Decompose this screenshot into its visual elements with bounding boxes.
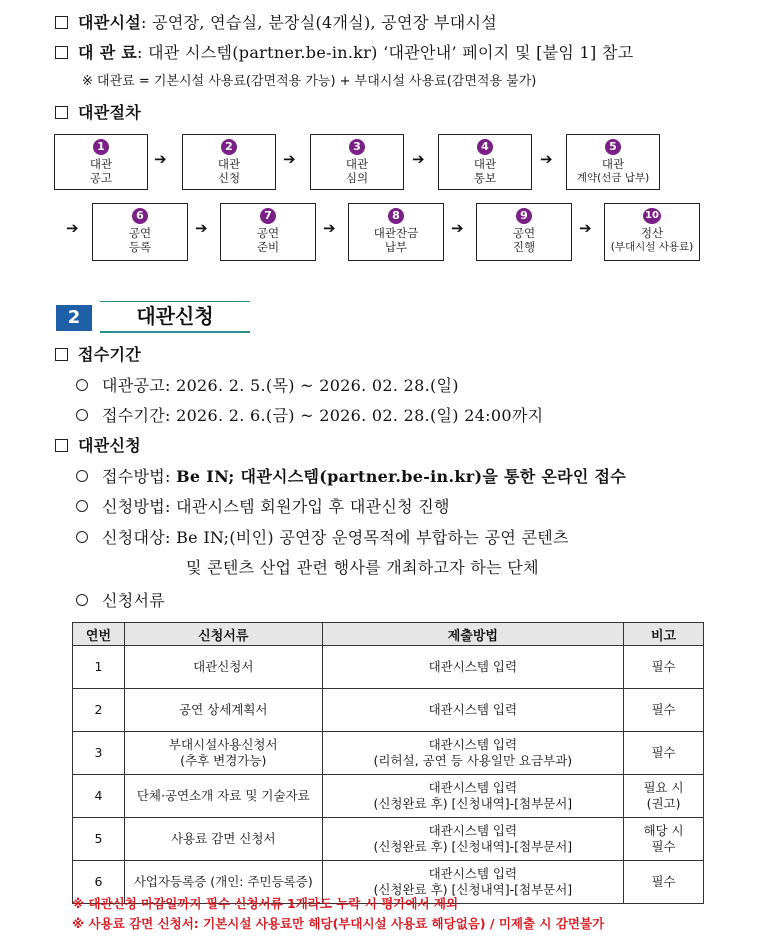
- row-method: 대관시스템 입력 (리허설, 공연 등 사용일만 요금부과): [322, 732, 623, 775]
- table-row: [73, 646, 704, 689]
- row-note: 필수: [624, 861, 704, 904]
- square-bullet-icon: [55, 439, 68, 452]
- period-receipt: [76, 403, 543, 426]
- row-method: 대관시스템 입력 (신청완료 후) [신청내역]-[첨부문서]: [322, 775, 623, 818]
- application-docs: [76, 588, 165, 611]
- fee-line: [55, 40, 633, 63]
- step-number-icon: 3: [349, 139, 365, 155]
- period-line: [55, 342, 141, 365]
- period-receipt-text: 접수기간: 2026. 2. 6.(금) ~ 2026. 02. 28.(일) 24:00까지: [102, 406, 544, 425]
- row-document: 사업자등록증 (개인: 주민등록증): [124, 861, 322, 904]
- fee-note: ※ 대관료 = 기본시설 사용료(감면적용 가능) + 부대시설 사용료(감면적용 불가): [82, 74, 537, 89]
- step-label: 납부: [384, 240, 408, 254]
- column-header: 연번: [73, 623, 125, 646]
- how-text: 신청방법: 대관시스템 회원가입 후 대관신청 진행: [102, 497, 450, 516]
- row-number: 6: [73, 861, 125, 904]
- step-label: 대관: [473, 157, 497, 171]
- row-note: 필수: [624, 689, 704, 732]
- facility-line: [55, 10, 497, 33]
- step-label: 대관: [601, 157, 625, 171]
- facility-text: : 공연장, 연습실, 분장실(4개실), 공연장 부대시설: [141, 13, 497, 32]
- row-note: 필수: [624, 646, 704, 689]
- documents-table: [72, 622, 704, 904]
- step-number-icon: 1: [93, 139, 109, 155]
- step-number-icon: 5: [605, 139, 621, 155]
- step-number-icon: 6: [132, 208, 148, 224]
- step-box: [476, 203, 572, 261]
- square-bullet-icon: [55, 16, 68, 29]
- row-number: 5: [73, 818, 125, 861]
- step-box: [54, 134, 148, 190]
- step-label: 정산: [640, 226, 664, 240]
- step-label: (부대시설 사용료): [610, 241, 694, 253]
- circle-bullet-icon: [76, 594, 88, 606]
- period-notice-text: 대관공고: 2026. 2. 5.(목) ~ 2026. 02. 28.(일): [102, 376, 459, 395]
- row-number: 4: [73, 775, 125, 818]
- step-label: 대관: [217, 157, 241, 171]
- row-document: 사용료 감면 신청서: [124, 818, 322, 861]
- arrow-right-icon: ➔: [412, 150, 425, 168]
- step-label: 통보: [473, 171, 497, 185]
- column-header: 비고: [624, 623, 704, 646]
- step-label: 대관: [345, 157, 369, 171]
- step-label: 대관잔금: [373, 226, 419, 240]
- application-target: [76, 525, 569, 548]
- method-label: 접수방법:: [102, 467, 177, 486]
- row-document: 대관신청서: [124, 646, 322, 689]
- arrow-right-icon: ➔: [154, 150, 167, 168]
- row-document: 부대시설사용신청서 (추후 변경가능): [124, 732, 322, 775]
- table-row: [73, 775, 704, 818]
- step-number-icon: 7: [260, 208, 276, 224]
- arrow-right-icon: ➔: [195, 219, 208, 237]
- arrow-right-icon: ➔: [66, 219, 79, 237]
- step-number-icon: 10: [643, 208, 661, 224]
- step-label: 계약(선금 납부): [576, 172, 650, 184]
- arrow-right-icon: ➔: [451, 219, 464, 237]
- step-label: 공고: [89, 171, 113, 185]
- step-label: 공연: [128, 226, 152, 240]
- row-method: 대관시스템 입력 (신청완료 후) [신청내역]-[첨부문서]: [322, 818, 623, 861]
- step-box: [220, 203, 316, 261]
- step-label: 심의: [345, 171, 369, 185]
- square-bullet-icon: [55, 348, 68, 361]
- circle-bullet-icon: [76, 500, 88, 512]
- step-label: 공연: [256, 226, 280, 240]
- column-header: 제출방법: [322, 623, 623, 646]
- circle-bullet-icon: [76, 470, 88, 482]
- facility-label: 대관시설: [78, 13, 142, 32]
- row-note: 필요 시 (권고): [624, 775, 704, 818]
- circle-bullet-icon: [76, 409, 88, 421]
- arrow-right-icon: ➔: [323, 219, 336, 237]
- row-note: 해당 시 필수: [624, 818, 704, 861]
- row-number: 3: [73, 732, 125, 775]
- step-box: [348, 203, 444, 261]
- row-document: 공연 상세계획서: [124, 689, 322, 732]
- row-note: 필수: [624, 732, 704, 775]
- period-label: 접수기간: [78, 345, 142, 364]
- method-text: Be IN; 대관시스템(partner.be-in.kr)을 통한 온라인 접수: [176, 467, 627, 486]
- procedure-label: 대관절차: [78, 103, 142, 122]
- fee-label: 대 관 료: [78, 43, 138, 62]
- table-row: [73, 689, 704, 732]
- table-header-row: [73, 623, 704, 646]
- step-box: [92, 203, 188, 261]
- step-label: 준비: [256, 240, 280, 254]
- square-bullet-icon: [55, 106, 68, 119]
- step-box: [310, 134, 404, 190]
- step-label: 등록: [128, 240, 152, 254]
- arrow-right-icon: ➔: [283, 150, 296, 168]
- row-number: 2: [73, 689, 125, 732]
- arrow-right-icon: ➔: [540, 150, 553, 168]
- application-line: [55, 433, 141, 456]
- warning-deadline: ※ 대관신청 마감일까지 필수 신청서류 1개라도 누락 시 평가에서 제외: [72, 896, 459, 911]
- row-document: 단체·공연소개 자료 및 기술자료: [124, 775, 322, 818]
- row-method: 대관시스템 입력: [322, 689, 623, 732]
- period-notice: [76, 373, 459, 396]
- application-target-cont: 및 콘텐츠 산업 관련 행사를 개최하고자 하는 단체: [186, 558, 539, 577]
- step-box: [566, 134, 660, 190]
- target-text: 신청대상: Be IN;(비인) 공연장 운영목적에 부합하는 공연 콘텐츠: [102, 528, 569, 547]
- step-number-icon: 2: [221, 139, 237, 155]
- step-label: 신청: [217, 171, 241, 185]
- row-method: 대관시스템 입력: [322, 646, 623, 689]
- step-label: 공연: [512, 226, 536, 240]
- step-number-icon: 9: [516, 208, 532, 224]
- step-number-icon: 4: [477, 139, 493, 155]
- arrow-right-icon: ➔: [579, 219, 592, 237]
- step-label: 대관: [89, 157, 113, 171]
- docs-label: 신청서류: [102, 591, 166, 610]
- square-bullet-icon: [55, 46, 68, 59]
- warning-discount: ※ 사용료 감면 신청서: 기본시설 사용료만 해당(부대시설 사용료 해당없음) / 미제출 시 감면불가: [72, 916, 605, 931]
- step-label: 진행: [512, 240, 536, 254]
- fee-text: : 대관 시스템(partner.be-in.kr) ‘대관안내’ 페이지 및 [붙임 1] 참고: [137, 43, 634, 62]
- step-box: [438, 134, 532, 190]
- step-box: [604, 203, 700, 261]
- procedure-line: [55, 100, 141, 123]
- table-row: [73, 818, 704, 861]
- application-method: [76, 464, 626, 487]
- circle-bullet-icon: [76, 379, 88, 391]
- circle-bullet-icon: [76, 531, 88, 543]
- column-header: 신청서류: [124, 623, 322, 646]
- row-method: 대관시스템 입력 (신청완료 후) [신청내역]-[첨부문서]: [322, 861, 623, 904]
- application-how: [76, 494, 450, 517]
- row-number: 1: [73, 646, 125, 689]
- step-box: [182, 134, 276, 190]
- step-number-icon: 8: [388, 208, 404, 224]
- section-title: 대관신청: [100, 301, 250, 333]
- section-number: 2: [56, 305, 92, 331]
- application-label: 대관신청: [78, 436, 142, 455]
- table-row: [73, 732, 704, 775]
